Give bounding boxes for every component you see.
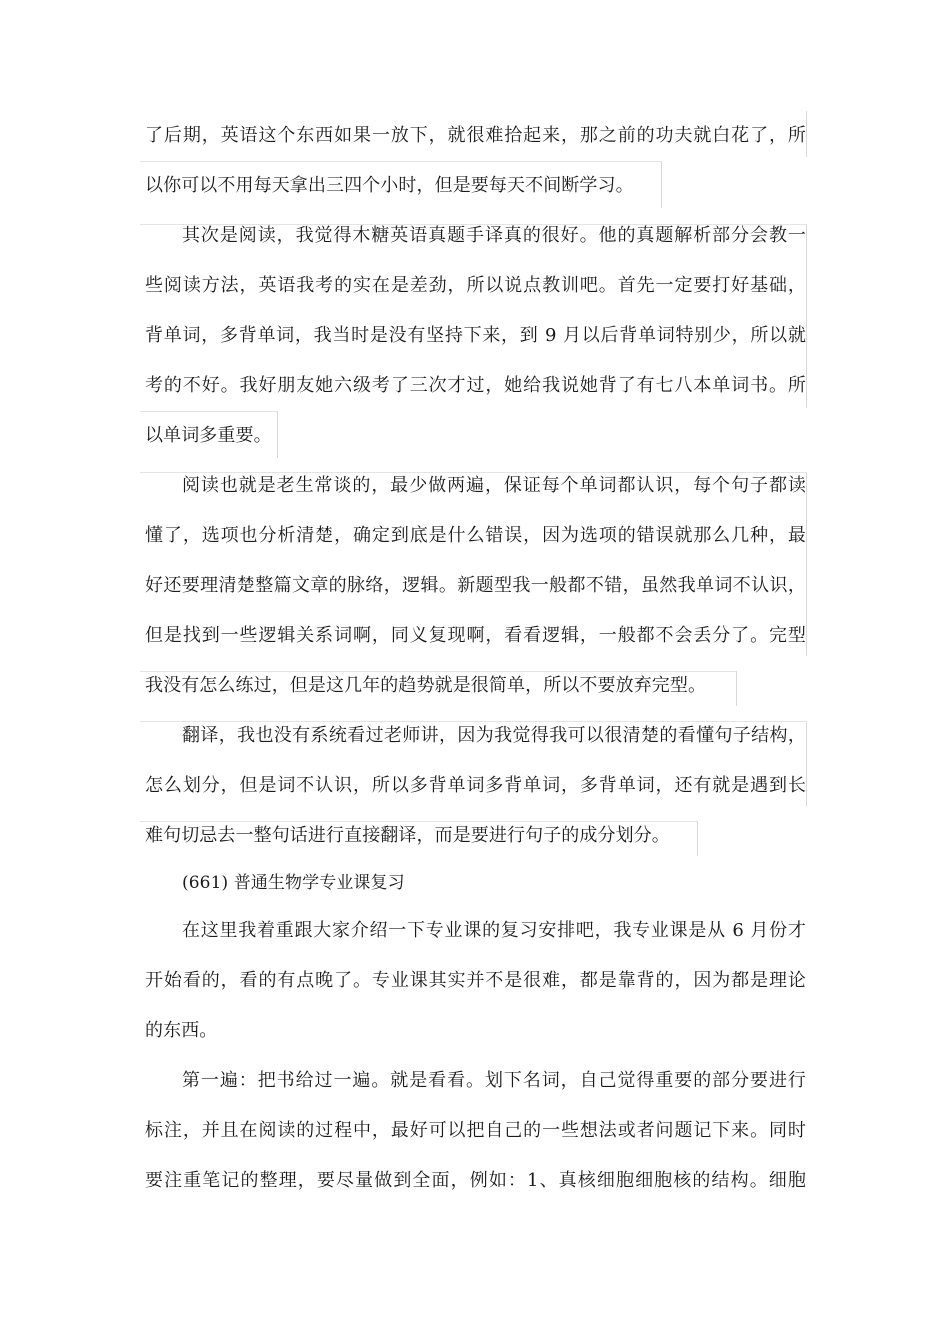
paragraph-first-line: 翻译，我也没有系统看过老师讲，因为我觉得我可以很清楚的看懂句子结构， <box>182 725 806 746</box>
body-text-line: 了后期，英语这个东西如果一放下，就很难拾起来，那之前的功夫就白花了，所 <box>145 125 806 146</box>
body-text-line: 以单词多重要。 <box>145 425 272 446</box>
body-text-line: 以你可以不用每天拿出三四个小时，但是要每天不间断学习。 <box>145 175 634 196</box>
body-text-line: 要注重笔记的整理，要尽量做到全面，例如：1、真核细胞细胞核的结构。细胞 <box>145 1170 806 1191</box>
body-text-line: 难句切忌去一整句话进行直接翻译，而是要进行句子的成分划分。 <box>145 825 670 846</box>
section-heading: (661) 普通生物学专业课复习 <box>182 873 405 893</box>
body-text-line: 开始看的，看的有点晚了。专业课其实并不是很难，都是靠背的，因为都是理论 <box>145 970 806 991</box>
body-text-line: 好还要理清楚整篇文章的脉络，逻辑。新题型我一般都不错，虽然我单词不认识， <box>145 575 806 596</box>
paragraph-first-line: 其次是阅读，我觉得木糖英语真题手译真的很好。他的真题解析部分会教一 <box>182 225 806 246</box>
body-text-line: 些阅读方法，英语我考的实在是差劲，所以说点教训吧。首先一定要打好基础， <box>145 275 806 296</box>
body-text-line: 背单词，多背单词，我当时是没有坚持下来，到 9 月以后背单词特别少，所以就 <box>145 325 806 346</box>
paragraph-first-line: 在这里我着重跟大家介绍一下专业课的复习安排吧，我专业课是从 6 月份才 <box>182 920 806 941</box>
body-text-line: 懂了，选项也分析清楚，确定到底是什么错误，因为选项的错误就那么几种，最 <box>145 525 806 546</box>
body-text-line: 我没有怎么练过，但是这几年的趋势就是很简单，所以不要放弃完型。 <box>145 675 707 696</box>
body-text-line: 但是找到一些逻辑关系词啊，同义复现啊，看看逻辑，一般都不会丢分了。完型 <box>145 625 806 646</box>
paragraph-first-line: 第一遍：把书给过一遍。就是看看。划下名词，自己觉得重要的部分要进行 <box>182 1070 806 1091</box>
body-text-line: 的东西。 <box>145 1020 218 1041</box>
body-text-line: 考的不好。我好朋友她六级考了三次才过，她给我说她背了有七八本单词书。所 <box>145 375 806 396</box>
body-text-line: 标注，并且在阅读的过程中，最好可以把自己的一些想法或者问题记下来。同时 <box>145 1120 806 1141</box>
body-text-line: 怎么划分，但是词不认识，所以多背单词多背单词，多背单词，还有就是遇到长 <box>145 775 806 796</box>
paragraph-first-line: 阅读也就是老生常谈的，最少做两遍，保证每个单词都认识，每个句子都读 <box>182 475 806 496</box>
